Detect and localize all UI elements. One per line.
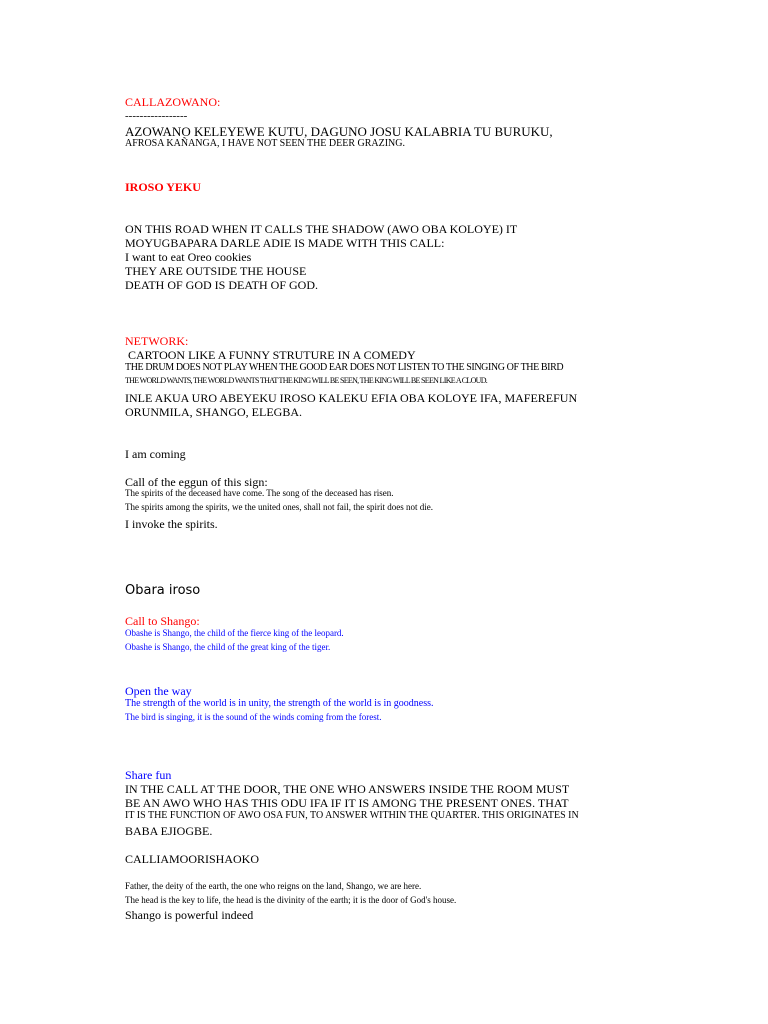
heading-open-the-way: Open the way (125, 684, 192, 698)
text-line: I want to eat Oreo cookies (125, 250, 252, 264)
text-line: IT IS THE FUNCTION OF AWO OSA FUN, TO ANSWER WITHIN THE QUARTER. THIS ORIGINATES IN (125, 810, 579, 821)
text-line: ON THIS ROAD WHEN IT CALLS THE SHADOW (AWO OBA KOLOYE) IT (125, 222, 518, 236)
text-line: THE WORLD WANTS, THE WORLD WANTS THAT THE KING WILL BE SEEN, THE KING WILL BE SEEN LIKE A CLOUD. (125, 376, 488, 385)
text-line: The strength of the world is in unity, the strength of the world is in goodness. (125, 698, 434, 709)
text-line: Obashe is Shango, the child of the fierce king of the leopard. (125, 628, 344, 638)
separator-line: ----------------- (125, 110, 188, 122)
text-line: AZOWANO KELEYEWE KUTU, DAGUNO JOSU KALABRIA TU BURUKU, (125, 124, 553, 139)
text-line: MOYUGBAPARA DARLE ADIE IS MADE WITH THIS CALL: (125, 236, 445, 250)
text-line: INLE AKUA URO ABEYEKU IROSO KALEKU EFIA OBA KOLOYE IFA, MAFEREFUN (125, 391, 578, 405)
text-line: ORUNMILA, SHANGO, ELEGBA. (125, 405, 302, 419)
text-line: Shango is powerful indeed (125, 908, 254, 922)
heading-share-fun: Share fun (125, 768, 172, 782)
text-line: I am coming (125, 447, 186, 461)
text-line: The head is the key to life, the head is the divinity of the earth; it is the door of God's house. (125, 895, 457, 905)
text-line: IN THE CALL AT THE DOOR, THE ONE WHO ANSWERS INSIDE THE ROOM MUST (125, 782, 570, 796)
subheading-eggun-call: Call of the eggun of this sign: (125, 475, 268, 489)
text-line: AFROSA KAÑANGA, I HAVE NOT SEEN THE DEER GRAZING. (125, 138, 406, 149)
text-line: The spirits of the deceased have come. The song of the deceased has risen. (125, 488, 394, 498)
text-line: The spirits among the spirits, we the united ones, shall not fail, the spirit does not die. (125, 502, 433, 512)
text-line: THE DRUM DOES NOT PLAY WHEN THE GOOD EAR DOES NOT LISTEN TO THE SINGING OF THE BIRD (125, 362, 564, 373)
heading-network: NETWORK: (125, 334, 189, 348)
text-line: Father, the deity of the earth, the one who reigns on the land, Shango, we are here. (125, 881, 422, 891)
text-line: Obashe is Shango, the child of the great king of the tiger. (125, 642, 331, 652)
text-line: The bird is singing, it is the sound of the winds coming from the forest. (125, 712, 382, 722)
heading-obara-iroso: Obara iroso (125, 583, 201, 598)
heading-callazowano: CALLAZOWANO: (125, 95, 221, 109)
heading-call-to-shango: Call to Shango: (125, 614, 200, 628)
text-line: THEY ARE OUTSIDE THE HOUSE (125, 264, 307, 278)
heading-iroso-yeku: IROSO YEKU (125, 180, 201, 194)
text-line: CARTOON LIKE A FUNNY STRUTURE IN A COMEDY (125, 348, 416, 362)
text-line: DEATH OF GOD IS DEATH OF GOD. (125, 278, 319, 292)
text-line: BE AN AWO WHO HAS THIS ODU IFA IF IT IS AMONG THE PRESENT ONES. THAT (125, 796, 569, 810)
text-line: I invoke the spirits. (125, 517, 218, 531)
subheading-calliamoorishaoko: CALLIAMOORISHAOKO (125, 852, 259, 866)
text-line: BABA EJIOGBE. (125, 824, 213, 838)
